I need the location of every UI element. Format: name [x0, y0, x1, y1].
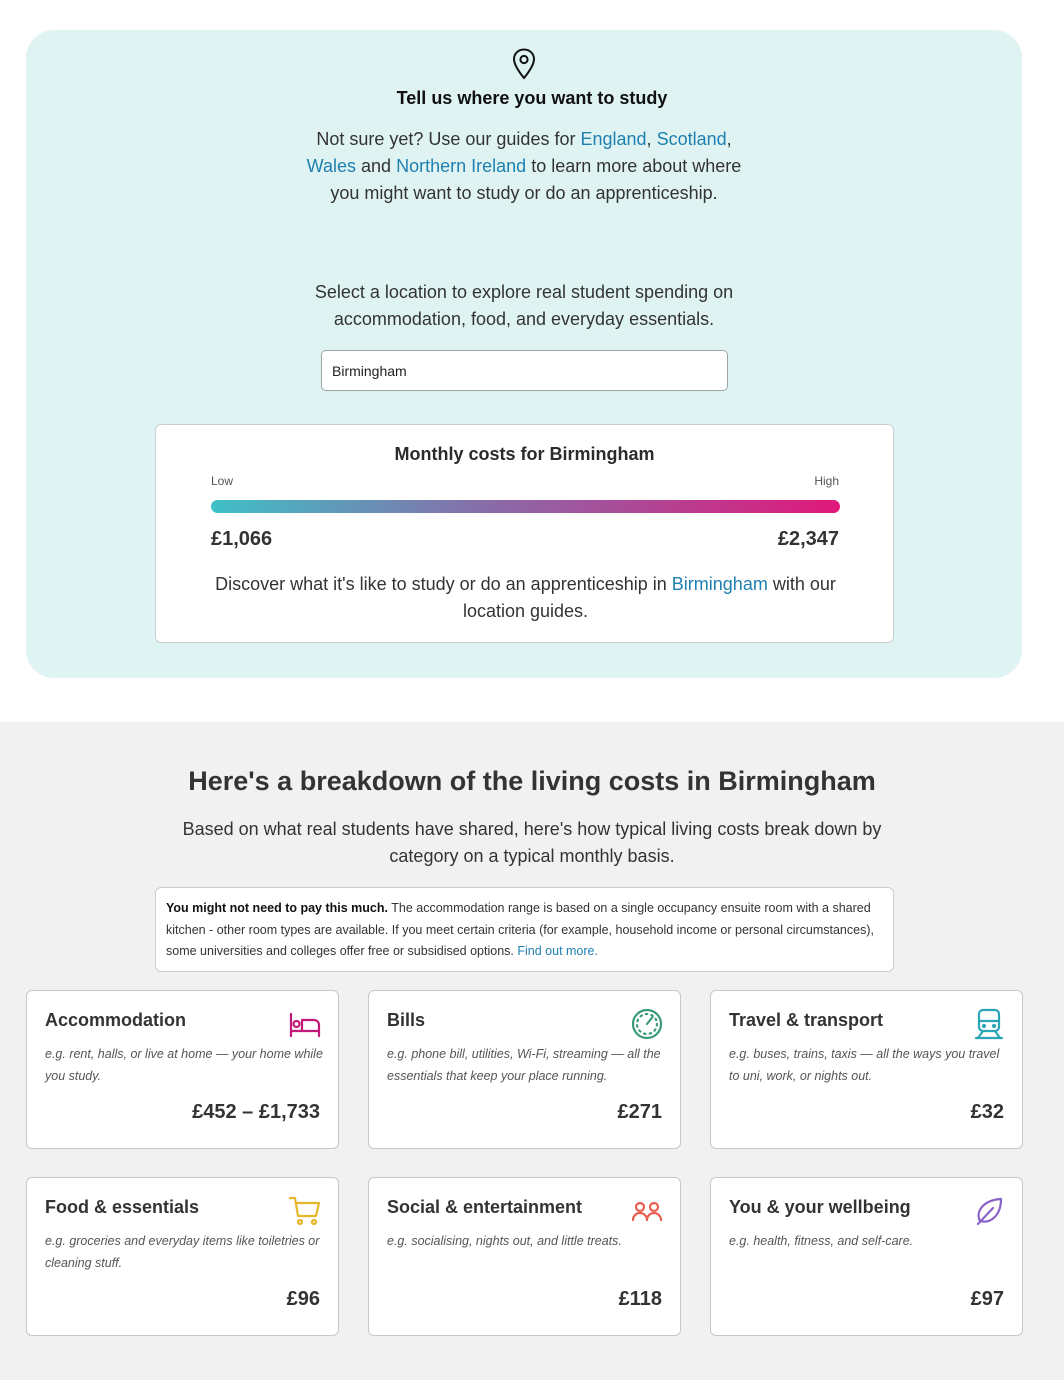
guide-link-scotland[interactable]: Scotland [656, 129, 727, 149]
find-out-more-link[interactable]: Find out more. [517, 944, 598, 958]
guides-paragraph [300, 126, 748, 207]
category-card-wellbeing[interactable] [710, 1177, 1023, 1336]
comma: , [646, 129, 652, 149]
gauge-icon [630, 1007, 664, 1041]
category-description: e.g. rent, halls, or live at home — your home while you study. [45, 1047, 323, 1083]
category-value: £96 [286, 1288, 320, 1310]
train-icon [972, 1007, 1006, 1041]
category-value: £118 [618, 1288, 662, 1310]
low-cost-value: £1,066 [211, 528, 273, 550]
category-description: e.g. health, fitness, and self-care. [729, 1234, 914, 1248]
notice-box [155, 887, 894, 972]
high-label: High [814, 474, 839, 488]
category-description: e.g. groceries and everyday items like toiletries or cleaning stuff. [45, 1234, 320, 1270]
notice-text: The accommodation range is based on a single occupancy ensuite room with a shared kitchen - other room types are available. If you meet certain criteria (for example, household income or personal circumstances), some universities and colleges offer free or subsidised options. [166, 901, 874, 958]
monthly-costs-card [155, 424, 894, 643]
category-value: £271 [617, 1101, 662, 1123]
low-label: Low [211, 474, 234, 488]
breakdown-heading: Here's a breakdown of the living costs in Birmingham [188, 766, 876, 796]
category-value: £32 [970, 1101, 1004, 1123]
cost-range-bar [211, 500, 840, 513]
cart-icon [288, 1194, 322, 1228]
category-title: Travel & transport [729, 1010, 884, 1030]
category-title: Social & entertainment [387, 1197, 583, 1217]
category-title: Accommodation [45, 1010, 187, 1030]
discover-after-text: with our location guides. [462, 574, 836, 621]
category-card-food[interactable] [26, 1177, 339, 1336]
guides-intro-text: Not sure yet? Use our guides for [316, 129, 576, 149]
select-location-text: Select a location to explore real student spending on accommodation, food, and everyday essentials. [314, 282, 734, 329]
map-pin-icon [512, 48, 536, 80]
guide-link-england[interactable]: England [580, 129, 647, 149]
category-card-social[interactable] [368, 1177, 681, 1336]
category-description: e.g. buses, trains, taxis — all the ways you travel to uni, work, or nights out. [729, 1047, 1000, 1083]
guide-link-wales[interactable]: Wales [306, 156, 357, 176]
category-description: e.g. phone bill, utilities, Wi-Fi, streaming — all the essentials that keep your place running. [387, 1047, 661, 1083]
people-icon [630, 1194, 664, 1228]
leaf-icon [972, 1194, 1006, 1228]
monthly-costs-title: Monthly costs for Birmingham [394, 444, 655, 464]
breakdown-subheading: Based on what real students have shared, here's how typical living costs break down by category on a typical monthly basis. [182, 819, 882, 866]
category-title: Food & essentials [45, 1197, 200, 1217]
birmingham-guide-link[interactable]: Birmingham [671, 574, 768, 594]
category-title: You & your wellbeing [729, 1197, 911, 1217]
discover-text [206, 571, 845, 625]
comma: , [726, 129, 732, 149]
guide-link-northern-ireland[interactable]: Northern Ireland [396, 156, 527, 176]
category-title: Bills [387, 1010, 426, 1030]
category-description: e.g. socialising, nights out, and little treats. [387, 1234, 622, 1248]
location-input[interactable] [321, 350, 728, 391]
category-value: £452 – £1,733 [192, 1101, 320, 1123]
high-cost-value: £2,347 [777, 528, 839, 550]
breakdown-section [0, 722, 1064, 1380]
location-prompt-title: Tell us where you want to study [396, 88, 668, 108]
bed-icon [288, 1007, 322, 1041]
category-value: £97 [970, 1288, 1004, 1310]
category-card-bills[interactable] [368, 990, 681, 1149]
category-card-accommodation[interactable] [26, 990, 339, 1149]
discover-before-text: Discover what it's like to study or do an apprenticeship in [215, 574, 667, 594]
and-text: and [361, 156, 392, 176]
category-card-travel[interactable] [710, 990, 1023, 1149]
notice-bold-text: You might not need to pay this much. [166, 901, 388, 915]
guides-outro-text: to learn more about where you might want to study or do an apprenticeship. [330, 156, 742, 203]
